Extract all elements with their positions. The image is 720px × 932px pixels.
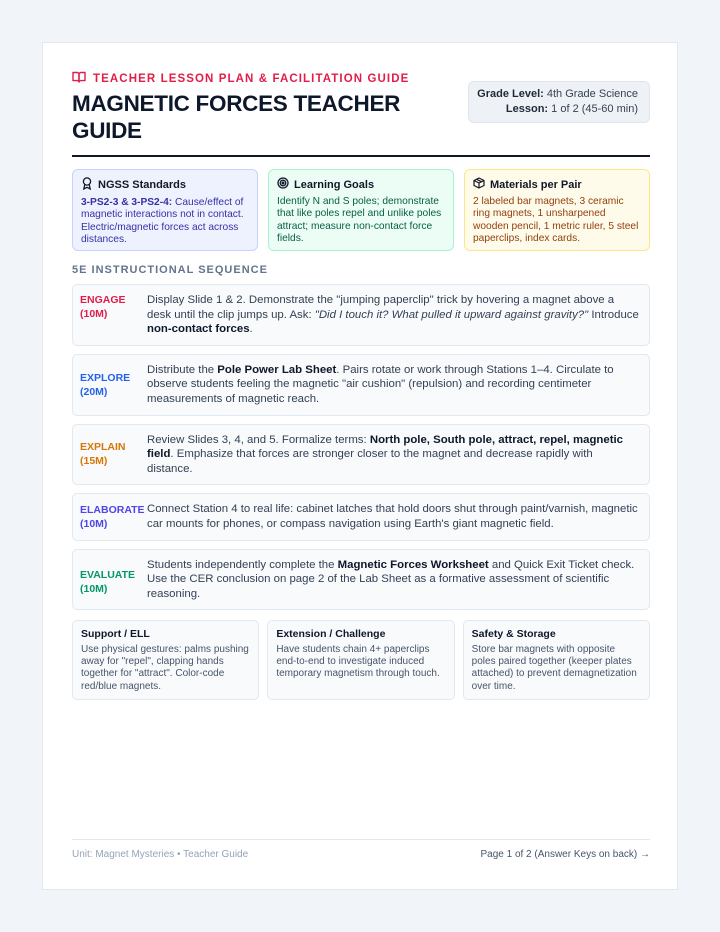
materials-title: Materials per Pair <box>490 178 582 191</box>
learning-goals-header <box>277 177 445 192</box>
phase-explain-text <box>147 433 641 477</box>
safety-title: Safety & Storage <box>471 628 556 641</box>
evaluate-key-term: Magnetic Forces Worksheet <box>337 558 489 571</box>
phase-elaborate-time: (10M) <box>80 517 108 530</box>
teacher-notes <box>72 620 650 700</box>
target-icon <box>277 177 289 192</box>
book-open-icon <box>72 71 86 86</box>
engage-text-3: . <box>249 323 253 336</box>
phase-explain-name: EXPLAIN <box>80 441 126 454</box>
box-icon <box>473 177 485 192</box>
phase-explore-tag <box>80 371 147 399</box>
header-divider <box>72 155 650 157</box>
extension-note <box>267 620 454 700</box>
safety-text: Store bar magnets with opposite poles paired together (keeper plates attached) to prevent demagnetization over time. <box>471 643 637 692</box>
learning-goals-text: Identify N and S poles; demonstrate that like poles repel and unlike poles attract; measure non-contact force fields. <box>277 196 442 244</box>
page-content <box>72 71 650 700</box>
engage-key-term: non-contact forces <box>147 323 250 336</box>
ngss-card-header <box>81 177 249 193</box>
engage-text-2: Introduce <box>588 308 639 321</box>
eyebrow-text: TEACHER LESSON PLAN & FACILITATION GUIDE <box>93 72 410 85</box>
sequence-list <box>72 284 650 610</box>
phase-engage-text <box>147 293 641 337</box>
support-ell-title: Support / ELL <box>81 628 150 641</box>
explain-text-1: Review Slides 3, 4, and 5. Formalize terms: <box>147 433 370 446</box>
lesson-info <box>477 102 638 117</box>
header-left <box>72 71 412 144</box>
lesson-label: Lesson: <box>505 102 549 115</box>
lesson-page <box>42 42 678 890</box>
award-ribbon-icon <box>81 177 93 193</box>
phase-engage-name: ENGAGE <box>80 294 126 306</box>
grade-level <box>477 87 638 102</box>
grade-level-value: 4th Grade Science <box>546 88 638 100</box>
ngss-codes: 3-PS2-3 & 3-PS2-4: <box>81 197 173 209</box>
lesson-value: 1 of 2 (45-60 min) <box>551 102 638 115</box>
phase-explain-tag <box>80 440 147 468</box>
engage-text-1: Display Slide 1 & 2. Demonstrate the "jumping paperclip" trick by hovering a magnet above a desk until the clip jumps up. Ask: <box>147 294 615 321</box>
phase-engage <box>72 284 650 346</box>
explain-text-2: . Emphasize that forces are stronger closer to the magnet and decrease rapidly with distance. <box>147 448 593 475</box>
ngss-card <box>72 169 258 251</box>
explore-text-1: Distribute the <box>147 363 218 376</box>
phase-explore-name: EXPLORE <box>80 371 131 384</box>
safety-note <box>463 620 650 700</box>
materials-card <box>464 169 650 251</box>
materials-header <box>473 177 641 192</box>
phase-explore-time: (20M) <box>80 385 108 398</box>
sequence-label: 5E INSTRUCTIONAL SEQUENCE <box>72 264 268 276</box>
phase-evaluate-tag <box>80 558 147 602</box>
footer-page-indicator: Page 1 of 2 (Answer Keys on back) → <box>480 849 650 860</box>
ngss-card-text <box>81 197 249 246</box>
grade-level-label: Grade Level: <box>477 88 544 100</box>
page-header <box>72 71 650 144</box>
phase-elaborate-name: ELABORATE <box>80 503 145 516</box>
explore-text-2: . Pairs rotate or work through Stations 1–4. Circulate to observe students feeling the magnetic "air cushion" (repulsion) and recording centimeter measurements of magnetic reach. <box>147 363 614 405</box>
phase-evaluate-name: EVALUATE <box>80 568 136 581</box>
phase-elaborate-text: Connect Station 4 to real life: cabinet latches that hold doors shut through paint/varnish, magnetic car mounts for phones, or compass navigation using Earth's giant magnetic field. <box>147 503 638 530</box>
explain-key-terms: North pole, South pole, attract, repel, magnetic field <box>147 433 624 461</box>
extension-title: Extension / Challenge <box>276 628 386 641</box>
support-ell-text: Use physical gestures: palms pushing away for "repel", clapping hands together for "attract". Color-code red/blue magnets. <box>81 643 249 692</box>
phase-engage-tag <box>80 293 147 337</box>
phase-evaluate-text <box>147 558 641 602</box>
learning-goals-card <box>268 169 454 251</box>
page-title: MAGNETIC FORCES TEACHER GUIDE <box>72 91 401 143</box>
ngss-description: Cause/effect of magnetic interactions not in contact. Electric/magnetic forces act across distances. <box>81 197 244 245</box>
engage-quote: "Did I touch it? What pulled it upward against gravity?" <box>314 308 589 321</box>
overview-cards <box>72 169 650 251</box>
extension-text: Have students chain 4+ paperclips end-to-end to investigate induced temporary magnetism through touch. <box>276 643 440 680</box>
phase-engage-time: (10M) <box>80 308 108 320</box>
eyebrow <box>72 71 412 86</box>
phase-explore-text <box>147 363 641 407</box>
evaluate-text-1: Students independently complete the <box>147 558 338 571</box>
phase-evaluate-time: (10M) <box>80 582 108 595</box>
page-footer <box>72 839 650 860</box>
evaluate-text-2: and Quick Exit Ticket check. Use the CER conclusion on page 2 of the Lab Sheet as a formative assessment of scientific reasoning. <box>147 558 635 600</box>
phase-elaborate-tag <box>80 503 147 531</box>
footer-unit: Unit: Magnet Mysteries • Teacher Guide <box>72 849 249 860</box>
grade-info-box <box>468 81 650 123</box>
ngss-card-title: NGSS Standards <box>98 179 187 191</box>
explore-key-term: Pole Power Lab Sheet <box>217 363 337 376</box>
phase-explain <box>72 424 650 486</box>
phase-explain-time: (15M) <box>80 455 108 468</box>
support-ell-note <box>72 620 259 700</box>
phase-evaluate <box>72 549 650 611</box>
materials-text: 2 labeled bar magnets, 3 ceramic ring magnets, 1 unsharpened wooden pencil, 1 metric ruler, 5 steel paperclips, index cards. <box>473 196 639 244</box>
learning-goals-title: Learning Goals <box>294 178 375 191</box>
phase-explore <box>72 354 650 416</box>
phase-elaborate <box>72 493 650 540</box>
